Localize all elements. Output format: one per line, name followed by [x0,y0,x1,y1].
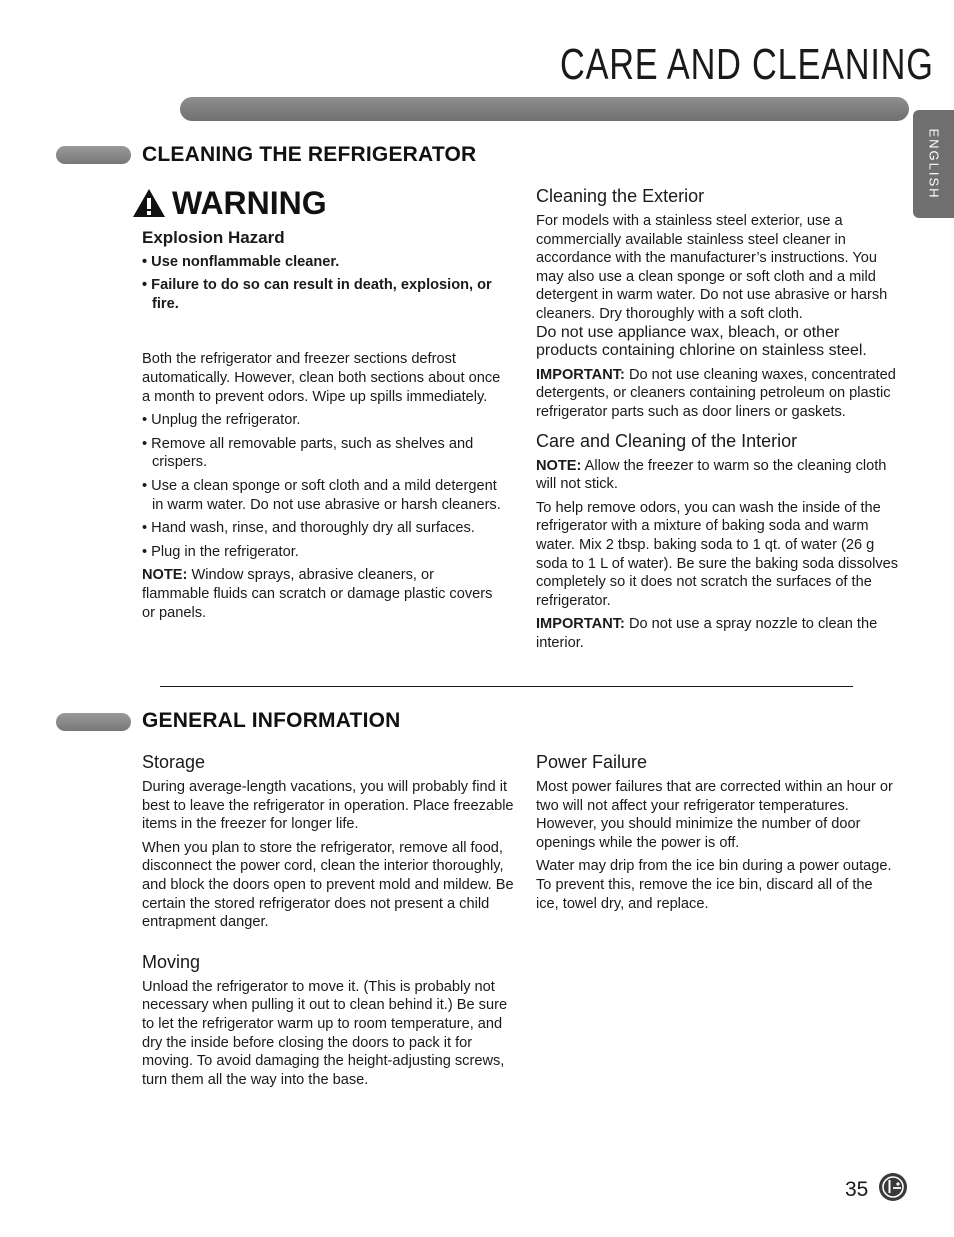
power-title: Power Failure [536,752,648,772]
page-number: 35 [845,1178,869,1201]
exterior-title: Cleaning the Exterior [536,186,705,206]
cleaning-step: • Remove all removable parts, such as shelves and crispers. [142,435,474,471]
general-left-column [142,751,516,1094]
language-tab-label: ENGLISH [926,128,941,200]
interior-text: To help remove odors, you can wash the inside of the refrigerator with a mixture of baking soda and warm water. Mix 2 tbsp. baking soda to 1 qt. of water (26 g soda to 1 L of water). Be sure the baking soda dissolves completely so it does not scratch the surfaces of the refrigerator. [536,499,899,609]
warning-label: WARNING [172,184,327,221]
important-text: Do not use a spray nozzle to clean the interior. [536,616,878,651]
moving-title: Moving [142,951,201,972]
cleaning-intro: Both the refrigerator and freezer sections defrost automatically. However, clean both sections about once a month to prevent odors. Wipe up spills immediately. [142,351,501,405]
title-bar [180,97,909,121]
note-text: Allow the freezer to warm so the cleaning cloth will not stick. [536,457,887,493]
cleaning-left-column [142,229,502,627]
exterior-important [536,366,901,422]
important-label: IMPORTANT: [536,366,625,383]
important-text: Do not use cleaning waxes, concentrated detergents, or cleaners containing petroleum on plastic refrigerator parts such as door liners or gaskets. [536,366,896,420]
warning-bullet: • Failure to do so can result in death, explosion, or fire. [142,277,492,312]
page-title: CARE AND CLEANING [560,40,934,89]
warning-banner [132,183,327,223]
note-text: Window sprays, abrasive cleaners, or flammable fluids can scratch or damage plastic covers or panels. [142,567,493,621]
interior-title: Care and Cleaning of the Interior [536,430,798,451]
warning-triangle-icon [132,187,166,219]
section-heading-cleaning: CLEANING THE REFRIGERATOR [142,143,477,166]
interior-note [536,457,901,494]
warning-bullet: • Use nonflammable cleaner. [142,253,340,270]
section-marker-cleaning [56,146,131,164]
hazard-title: Explosion Hazard [142,228,285,247]
cleaning-step: • Unplug the refrigerator. [142,412,301,429]
section-divider [160,686,853,687]
section-heading-general: GENERAL INFORMATION [142,709,401,732]
moving-text: Unload the refrigerator to move it. (This is probably not necessary when pulling it out to clean behind it.) Be sure to let the refrigerator warm up to room temperature, and dry the inside before closing the doors to pack it for moving. To avoid damaging the height-adjusting screws, turn them all the way into the base. [142,978,508,1088]
power-text-1: Most power failures that are corrected within an hour or two will not affect your refrigerator temperatures. However, you should minimize the number of door openings while the power is off. [536,779,893,851]
lg-logo-icon [878,1172,908,1202]
interior-important [536,615,901,652]
note-label: NOTE: [142,567,188,584]
storage-text-1: During average-length vacations, you will probably find it best to leave the refrigerator in operation. Place freezable items in the freezer for longer life. [142,779,514,833]
cleaning-note [142,566,502,622]
cleaning-step: • Plug in the refrigerator. [142,543,299,560]
exterior-text-2: Do not use appliance wax, bleach, or other products containing chlorine on stainless steel. [536,323,867,360]
exterior-text: For models with a stainless steel exterior, use a commercially available stainless steel cleaner in accordance with the manufacturer’s instructions. You may also use a clean sponge or soft cloth and a mild detergent in warm water. Do not use abrasive or harsh cleaners. Dry thoroughly with a soft cloth. [536,213,888,322]
general-right-column [536,751,896,918]
important-label: IMPORTANT: [536,616,625,633]
power-text-2: Water may drip from the ice bin during a power outage. To prevent this, remove the ice bin, discard all of the ice, towel dry, and replace. [536,858,892,912]
storage-title: Storage [142,752,206,772]
language-tab [913,110,954,218]
note-label: NOTE: [536,457,582,474]
storage-text-2: When you plan to store the refrigerator, remove all food, disconnect the power cord, clean the interior thoroughly, and block the doors open to prevent mold and mildew. Be certain the stored refrigerator does not present a child entrapment danger. [142,839,514,931]
cleaning-step: • Hand wash, rinse, and thoroughly dry all surfaces. [142,520,475,537]
cleaning-step: • Use a clean sponge or soft cloth and a mild detergent in warm water. Do not use abrasive or harsh cleaners. [142,477,501,513]
cleaning-right-column [536,185,901,657]
section-marker-general [56,713,131,731]
